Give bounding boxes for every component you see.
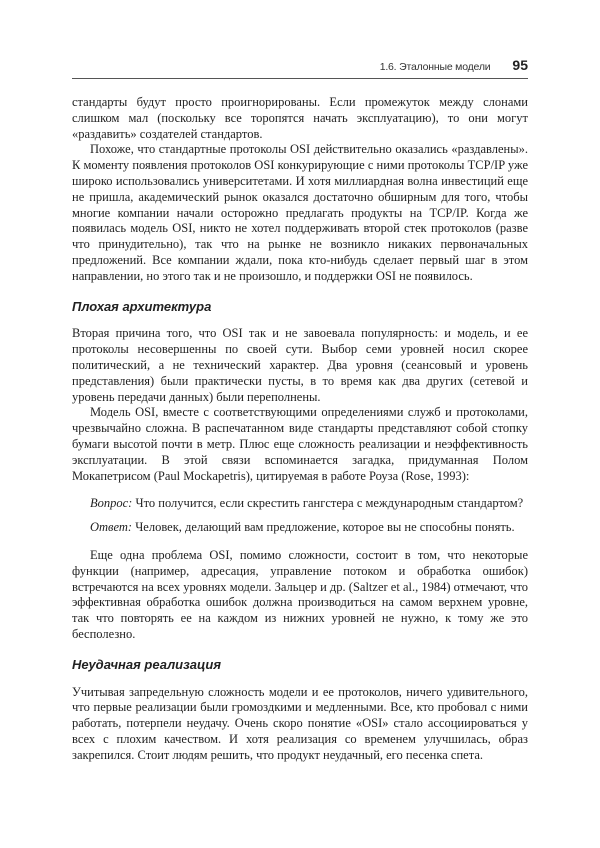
riddle-question <box>90 496 528 512</box>
paragraph: Похоже, что стандартные протоколы OSI действительно оказались «раздавлены». К моменту появления протоколов OSI конкурирующие с ними протоколы TCP/IP уже широко использовались университетами. И хотя миллиардная волна инвестиций еще не пришла, академический рынок оказался достаточно обширным для того, чтобы многие компании начали осторожно предлагать продукты на TCP/IP. Когда же появилась модель OSI, никто не хотел поддерживать второй стек протоколов (разве что принудительно), так что на рынке не возникло никаких первоначальных предложений. Все компании ждали, пока кто-нибудь сделает первый шаг в этом направлении, но этого так и не произошло, и поддержки OSI не появилось. <box>72 142 528 283</box>
answer-label: Ответ: <box>90 520 133 535</box>
section-heading: Плохая архитектура <box>72 298 212 314</box>
running-title: 1.6. Эталонные модели <box>379 61 491 73</box>
riddle-answer <box>90 520 528 536</box>
running-head <box>72 57 528 75</box>
paragraph: Еще одна проблема OSI, помимо сложности, состоит в том, что некоторые функции (например, адресация, управление потоком и обработка ошибок) встречаются на всех уровнях модели. Зальцер и др. (Saltzer et al., 1984) отмечают, что эффективная обработка ошибок должна производиться на самом верхнем уровне, так что повторять ее на каждом из нижних уровней не нужно, к тому же это бесполезно. <box>72 547 528 641</box>
page-number: 95 <box>512 57 528 73</box>
riddle-dialog <box>90 496 528 536</box>
paragraph: Модель OSI, вместе с соответствующими определениями служб и протоколами, чрезвычайно сложна. В распечатанном виде стандарты представляют собой стопку бумаги высотой почти в метр. Плюс еще сложность реализации и неэффективность эксплуатации. В этой связи вспоминается загадка, придуманная Полом Мокапетрисом (Paul Mockapetris), цитируемая в работе Роуза (Rose, 1993): <box>72 405 528 483</box>
header-rule <box>72 78 528 79</box>
paragraph: Вторая причина того, что OSI так и не завоевала популярность: и модель, и ее протоколы несовершенны по своей сути. Выбор семи уровней носил скорее политический, а не технический характер. Два уровня (сеансовый и уровень представления) были практически пусты, в то время как два других (сетевой и уровень передачи данных) были переполнены. <box>72 326 528 404</box>
body-text <box>72 95 528 763</box>
question-label: Вопрос: <box>90 496 133 511</box>
section-heading: Неудачная реализация <box>72 656 221 672</box>
question-text: Что получится, если скрестить гангстера с международным стандартом? <box>132 496 524 511</box>
paragraph: стандарты будут просто проигнорированы. Если промежуток между слонами слишком мал (поскольку все торопятся начать эксплуатацию), то они могут «раздавить» создателей стандартов. <box>72 95 528 141</box>
answer-text: Человек, делающий вам предложение, которое вы не способны понять. <box>132 520 515 535</box>
paragraph: Учитывая запредельную сложность модели и ее протоколов, ничего удивительного, что первые реализации были громоздкими и медленными. Все, кто пробовал с ними работать, потерпели неудачу. Очень скоро понятие «OSI» стало ассоциироваться у всех с плохим качеством. И хотя реализация со временем улучшилась, образ закрепился. Стоит людям решить, что продукт неудачный, его песенка спета. <box>72 684 528 762</box>
